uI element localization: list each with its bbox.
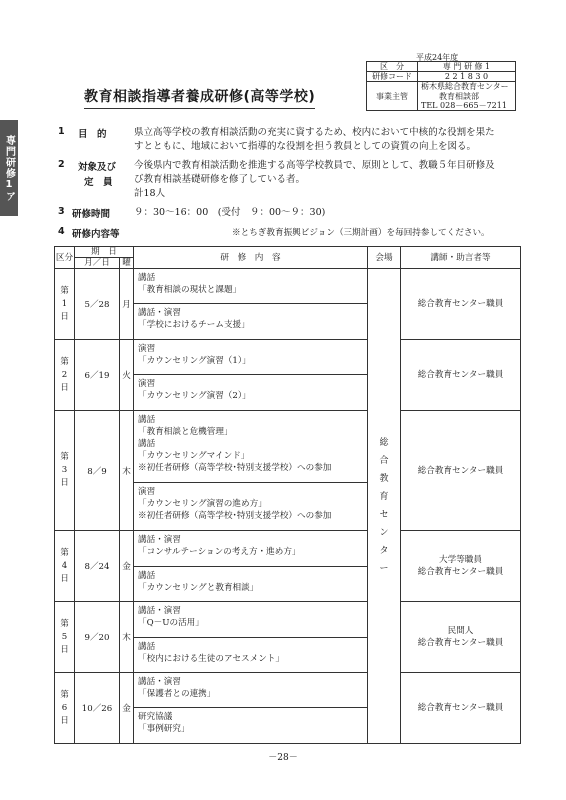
section-label: 対象及び xyxy=(78,162,117,173)
note-text: ※とちぎ教育振興ビジョン（三期計画）を毎回持参してください。 xyxy=(232,228,490,238)
session-cell: 講話・演習 「Q－Uの活用」 xyxy=(134,602,368,638)
table-row xyxy=(55,531,521,567)
lecturer-cell: 大学等職員 総合教育センター職員 xyxy=(401,531,521,602)
session-cell: 講話・演習 「コンサルテーションの考え方・進め方」 xyxy=(134,531,368,567)
col-header-kubun: 区分 xyxy=(55,247,75,269)
text-line: 今後県内で教育相談活動を推進する高等学校教員で、原則として、教職５年目研修及 xyxy=(134,160,495,171)
dow-cell: 木 xyxy=(120,411,134,531)
text-line: び教育相談基礎研修を修了している者。 xyxy=(134,174,306,185)
session-cell: 演習 「カウンセリング演習（1）」 xyxy=(134,340,368,375)
date-cell: 8／24 xyxy=(75,531,120,602)
col-header-lecturer: 講師・助言者等 xyxy=(401,247,521,269)
lecturer-cell: 総合教育センター職員 xyxy=(401,269,521,340)
day-label: 第 4 日 xyxy=(55,531,75,602)
session-cell: 講話 「カウンセリングと教育相談」 xyxy=(134,567,368,602)
table-row xyxy=(55,602,521,638)
lecturer-cell: 民間人 総合教育センター職員 xyxy=(401,602,521,673)
session-cell: 講話・演習 「保護者との連携」 xyxy=(134,673,368,708)
session-cell: 講話 「校内における生徒のアセスメント」 xyxy=(134,638,368,673)
session-cell: 研究協議 「事例研究」 xyxy=(134,708,368,744)
page-title: 教育相談指導者養成研修(高等学校) xyxy=(84,86,315,109)
session-cell: 講話 「教育相談の現状と課題」 xyxy=(134,269,368,304)
course-info-box xyxy=(366,61,516,111)
day-label: 第 1 日 xyxy=(55,269,75,340)
lecturer-cell: 総合教育センター職員 xyxy=(401,340,521,411)
col-header-kijitsu: 期 日 xyxy=(75,247,134,258)
section-number: 4 xyxy=(58,226,65,237)
col-header-date: 月／日 xyxy=(75,258,120,269)
session-cell: 講話 「教育相談と危機管理」 講話 「カウンセリングマインド」 ※初任者研修（高等学校･特別支援学校）への参加 xyxy=(134,411,368,483)
session-cell: 講話・演習 「学校におけるチーム支援」 xyxy=(134,304,368,340)
col-header-content: 研 修 内 容 xyxy=(134,247,368,269)
dow-cell: 木 xyxy=(120,602,134,673)
lecturer-cell: 総合教育センター職員 xyxy=(401,411,521,531)
purpose-text xyxy=(134,126,524,154)
section-label: 研修時間 xyxy=(72,209,111,220)
dow-cell: 金 xyxy=(120,673,134,744)
date-cell: 6／19 xyxy=(75,340,120,411)
organizer-label: 事業主管 xyxy=(367,82,418,111)
date-cell: 8／9 xyxy=(75,411,120,531)
course-code-label: 研修コード xyxy=(367,72,418,82)
section-number: 1 xyxy=(58,126,65,137)
organizer-line: 栃木県総合教育センター xyxy=(421,82,509,92)
category-value: 専 門 研 修 1 xyxy=(418,62,516,72)
text-line: 計18人 xyxy=(134,188,166,199)
table-row xyxy=(55,340,521,375)
day-label: 第 6 日 xyxy=(55,673,75,744)
dow-cell: 火 xyxy=(120,340,134,411)
session-cell: 演習 「カウンセリング演習の進め方」 ※初任者研修（高等学校･特別支援学校）への参加 xyxy=(134,483,368,531)
section-label-2: 定 員 xyxy=(84,177,113,188)
schedule-table xyxy=(54,246,521,744)
session-cell: 演習 「カウンセリング演習（2）」 xyxy=(134,375,368,411)
section-number: 3 xyxy=(58,206,65,217)
section-label: 目 的 xyxy=(78,129,107,140)
target-text xyxy=(134,159,524,201)
lecturer-cell: 総合教育センター職員 xyxy=(401,673,521,744)
day-label: 第 3 日 xyxy=(55,411,75,531)
section-label: 研修内容等 xyxy=(72,229,120,240)
date-cell: 5／28 xyxy=(75,269,120,340)
date-cell: 9／20 xyxy=(75,602,120,673)
time-text: ９：30～16：00 (受付 ９：00～９：30) xyxy=(134,207,326,218)
text-line: すとともに、地域において指導的な役割を担う教員としての資質の向上を図る。 xyxy=(134,141,477,152)
page-number: －28－ xyxy=(268,753,298,763)
day-label: 第 2 日 xyxy=(55,340,75,411)
col-header-venue: 会場 xyxy=(368,247,401,269)
section-number: 2 xyxy=(58,159,65,170)
col-header-dow: 曜 xyxy=(120,258,134,269)
organizer-line: 教育相談部 xyxy=(439,91,479,101)
text-line: 県立高等学校の教育相談活動の充実に資するため、校内において中核的な役割を果た xyxy=(134,127,495,138)
dow-cell: 金 xyxy=(120,531,134,602)
section-tab: 専門研修1ア xyxy=(0,120,18,216)
organizer-line: TEL 028－665－7211 xyxy=(421,100,507,110)
course-code-value: 2 2 1 8 3 0 xyxy=(418,72,516,82)
dow-cell: 月 xyxy=(120,269,134,340)
table-row xyxy=(55,673,521,708)
organizer-value xyxy=(418,82,516,111)
date-cell: 10／26 xyxy=(75,673,120,744)
table-row xyxy=(55,269,521,304)
day-label: 第 5 日 xyxy=(55,602,75,673)
category-label: 区 分 xyxy=(367,62,418,72)
fiscal-year: 平成24年度 xyxy=(416,53,459,62)
venue-cell: 総 合 教 育 セ ン タ ー xyxy=(368,269,401,744)
table-row xyxy=(55,411,521,483)
